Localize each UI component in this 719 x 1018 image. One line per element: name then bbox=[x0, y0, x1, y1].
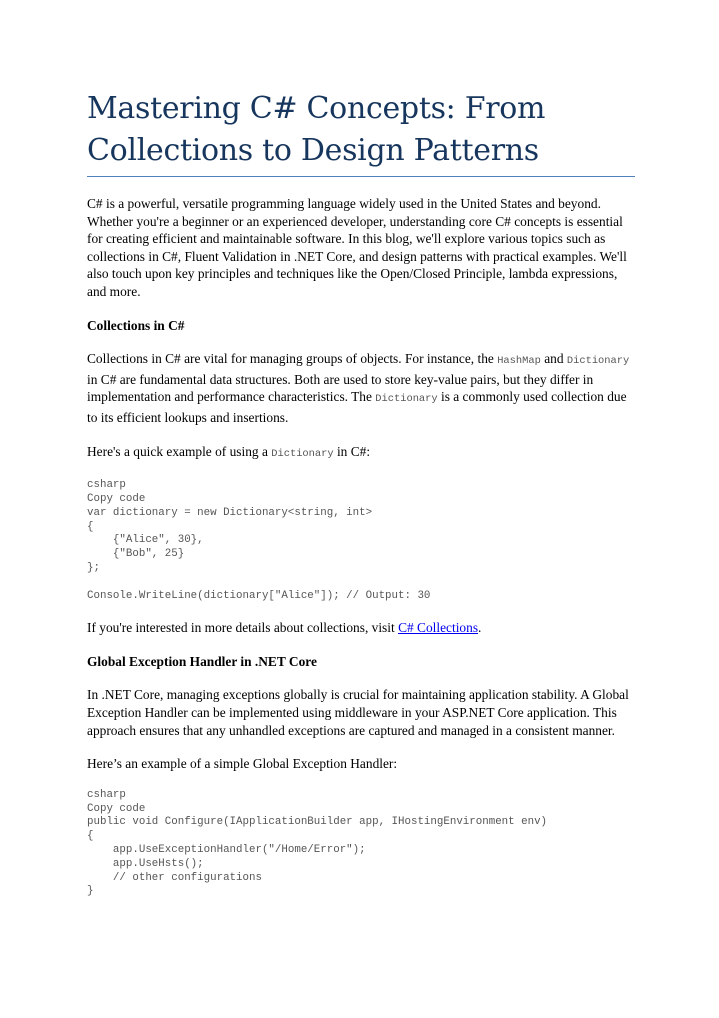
code-block-exception-handler: csharp Copy code public void Configure(IApplicationBuilder app, IHostingEnvironment env) { app.UseExceptionHandler("/Home/Error"); app.UseHsts(); // other configurations } bbox=[87, 788, 548, 898]
text-run: in C# are fundamental data structures. Both are used to store key-value pairs, but they differ in implementation and performance characteristics. The bbox=[87, 371, 594, 405]
page-title bbox=[87, 88, 635, 177]
exception-handler-paragraph: In .NET Core, managing exceptions globally is crucial for maintaining application stability. A Global Exception Handler can be implemented using middleware in your ASP.NET Core application. This approach ensures that any unhandled exceptions are captured and managed in a consistent manner. bbox=[87, 687, 629, 738]
text-run: If you're interested in more details about collections, visit bbox=[87, 620, 399, 636]
exception-example-intro: Here’s an example of a simple Global Exception Handler: bbox=[87, 756, 398, 772]
document-page bbox=[87, 88, 635, 899]
inline-code-dictionary: Dictionary bbox=[566, 355, 630, 368]
section-heading-exception-handler: Global Exception Handler in .NET Core bbox=[87, 653, 317, 669]
intro-paragraph: C# is a powerful, versatile programming language widely used in the United States and beyond. Whether you're a beginner or an experienced developer, understanding core C# concepts is essential for creating efficient and maintainable software. In this blog, we'll explore various topics such as collections in C#, Fluent Validation in .NET Core, and design patterns with practical examples. We'll also touch upon key principles and techniques like the Open/Closed Principle, lambda expressions, and more. bbox=[87, 196, 627, 299]
collections-paragraph bbox=[87, 350, 635, 426]
page-title-line-2: Collections to Design Patterns bbox=[87, 133, 539, 168]
text-run: is a commonly used collection due to its efficient lookups and insertions. bbox=[87, 389, 627, 425]
inline-code-hashmap: HashMap bbox=[497, 355, 541, 368]
dictionary-example-intro bbox=[87, 443, 635, 464]
text-run: and bbox=[540, 351, 567, 367]
page-title-line-1: Mastering C# Concepts: From bbox=[87, 91, 546, 126]
collections-link-paragraph bbox=[87, 619, 635, 637]
code-block-dictionary: csharp Copy code var dictionary = new Dictionary<string, int> { {"Alice", 30}, {"Bob", 25} }; Console.WriteLine(dictionary["Alice"]); // Output: 30 bbox=[87, 479, 431, 602]
section-heading-collections: Collections in C# bbox=[87, 317, 185, 333]
text-run: . bbox=[478, 620, 482, 636]
text-run: in C#: bbox=[333, 443, 371, 459]
text-run: Collections in C# are vital for managing groups of objects. For instance, the bbox=[87, 351, 498, 367]
inline-code-dictionary: Dictionary bbox=[375, 393, 438, 406]
inline-code-dictionary: Dictionary bbox=[271, 447, 334, 460]
csharp-collections-link[interactable]: C# Collections bbox=[398, 620, 479, 636]
text-run: Here's a quick example of using a bbox=[87, 443, 272, 459]
